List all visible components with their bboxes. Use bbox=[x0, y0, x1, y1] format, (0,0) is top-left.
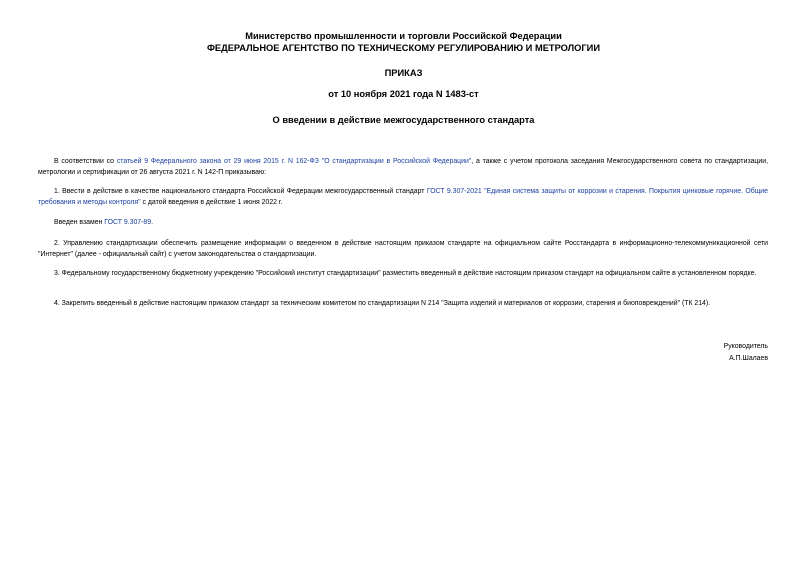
replaced-text-before: Введен взамен bbox=[54, 219, 105, 226]
intro-paragraph bbox=[38, 156, 768, 178]
signatory-name: А.П.Шалаев bbox=[729, 355, 768, 362]
signatory-position: Руководитель bbox=[723, 343, 768, 350]
intro-text-after: , а также с учетом протокола заседания Межгосударственного совета по стандартизации, метрологии и сертификации от 26 августа 2021 г. N 142-П приказываю: bbox=[38, 158, 768, 176]
replaced-text-after: . bbox=[151, 219, 153, 226]
agency-heading: ФЕДЕРАЛЬНОЕ АГЕНТСТВО ПО ТЕХНИЧЕСКОМУ РЕГУЛИРОВАНИЮ И МЕТРОЛОГИИ bbox=[206, 43, 601, 53]
document-date-number: от 10 ноября 2021 года N 1483-ст bbox=[328, 89, 479, 99]
paragraph-1-text-before: 1. Ввести в действие в качестве национального стандарта Российской Федерации межгосударственный стандарт bbox=[54, 188, 427, 195]
gost-9-307-2021-link[interactable]: ГОСТ 9.307-2021 "Единая система защиты от коррозии и старения. Покрытия цинковые горячие. Общие требования и методы контроля" bbox=[38, 188, 768, 206]
paragraph-1 bbox=[38, 186, 768, 208]
paragraph-4: 4. Закрепить введенный в действие настоящим приказом стандарт за техническим комитетом по стандартизации N 214 "Защита изделий и материалов от коррозии, старения и биоповреждений" (ТК 214). bbox=[54, 300, 711, 307]
gost-9-307-89-link[interactable]: ГОСТ 9.307-89 bbox=[104, 219, 152, 226]
paragraph-1-text-after: с датой введения в действие 1 июня 2022 г. bbox=[140, 199, 283, 206]
intro-text-before: В соответствии со bbox=[54, 158, 117, 165]
federal-law-link[interactable]: статьей 9 Федерального закона от 29 июня 2015 г. N 162-ФЗ "О стандартизации в Российской Федерации" bbox=[116, 158, 472, 165]
paragraph-2: 2. Управлению стандартизации обеспечить размещение информации о введенном в действие настоящим приказом стандарте на официальном сайте Росстандарта в информационно-телекоммуникационной сети "Интернет" (далее - официальный сайт) с учетом законодательства о стандартизации. bbox=[38, 240, 768, 258]
replaced-standard-note bbox=[38, 217, 768, 228]
ministry-heading: Министерство промышленности и торговли Российской Федерации bbox=[245, 31, 562, 41]
signature-block bbox=[724, 341, 768, 365]
document-title: О введении в действие межгосударственного стандарта bbox=[272, 115, 535, 125]
paragraph-3: 3. Федеральному государственному бюджетному учреждению "Российский институт стандартизации" разместить введенный в действие настоящим приказом стандарт на официальном сайте в установленном порядке. bbox=[54, 270, 757, 277]
document-type: ПРИКАЗ bbox=[384, 68, 423, 78]
